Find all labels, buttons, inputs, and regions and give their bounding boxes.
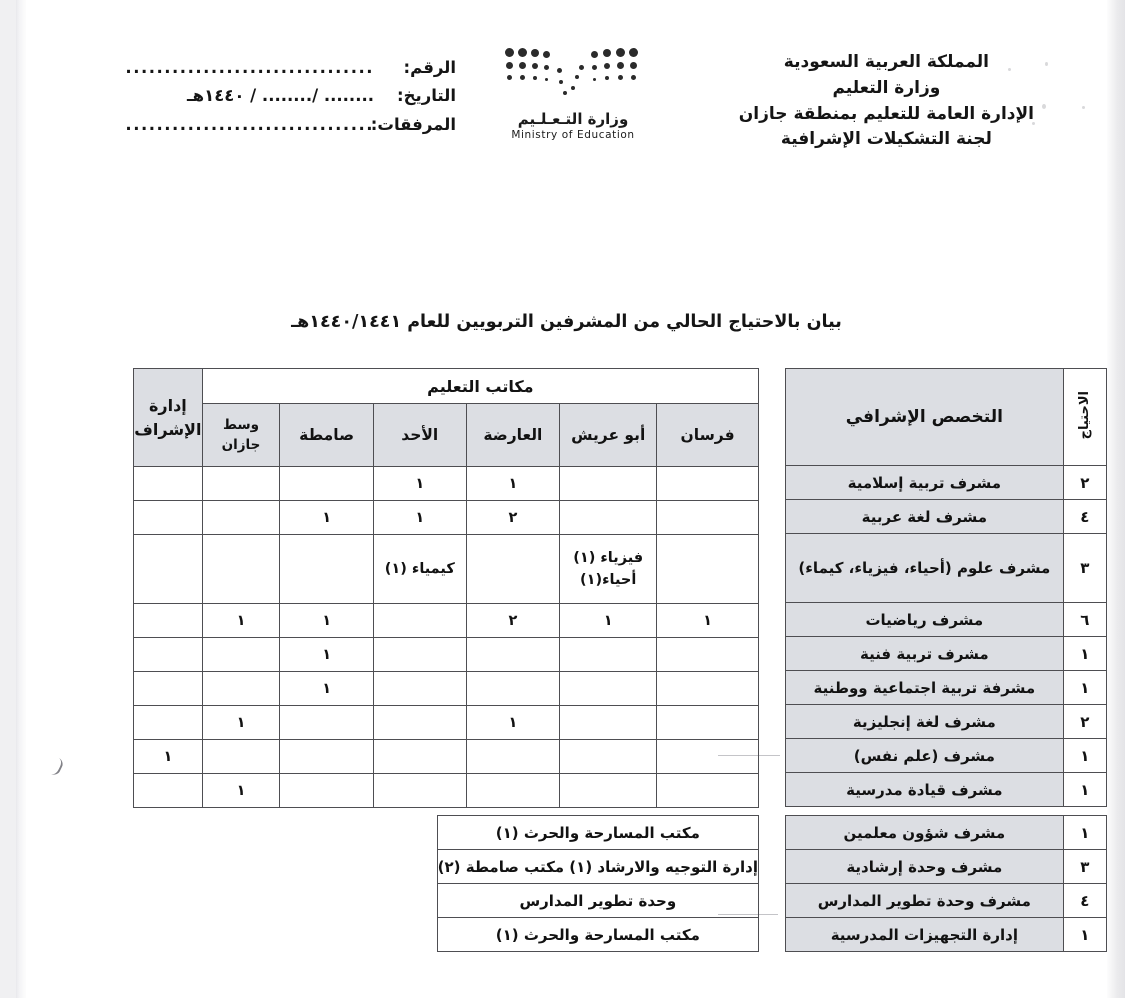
page-edge-right-shadow (1107, 0, 1125, 998)
table-row (786, 603, 1107, 637)
bottom-specialties-table (785, 815, 1107, 952)
offices-header-row (134, 404, 759, 467)
general-administration: الإدارة العامة للتعليم بمنطقة جازان (738, 103, 1034, 124)
bottom-need-count-row-3: ٤ (1063, 884, 1106, 918)
need-count-row-7: ٢ (1063, 705, 1106, 739)
specialties-table (785, 368, 1107, 807)
cell-farasan-row-3 (657, 535, 759, 604)
page-title: بيان بالاحتياج الحالي من المشرفين التربويين للعام ١٤٤٠/١٤٤١هـ (291, 312, 842, 332)
table-row (786, 705, 1107, 739)
document-sheet (26, 0, 1107, 998)
cell-supervision-dept-row-3 (134, 535, 203, 604)
logo-english-text: Ministry of Education (511, 129, 635, 141)
country-name: المملكة العربية السعودية (783, 52, 989, 72)
bottom-need-count-row-1: ١ (1063, 816, 1106, 850)
cell-ahad-row-3: كيمياء (١) (374, 535, 467, 604)
cell-supervision-dept-row-7 (134, 706, 203, 740)
office-header-ahad: الأحد (374, 404, 467, 467)
organization-block (739, 50, 1034, 153)
cell-aridah-row-3 (466, 535, 560, 604)
cell-samtah-row-8 (280, 740, 374, 774)
cell-aridah-row-4: ٢ (466, 604, 560, 638)
cell-farasan-row-4: ١ (657, 604, 759, 638)
table-row (437, 850, 758, 884)
bottom-need-count-row-2: ٣ (1063, 850, 1106, 884)
table-row (134, 638, 759, 672)
cell-samtah-row-9 (280, 774, 374, 808)
logo-arabic-text: وزارة التـعـلـيم (517, 110, 629, 128)
specialty-name-row-3: مشرف علوم (أحياء، فيزياء، كيماء) (786, 534, 1064, 603)
need-count-row-2: ٤ (1063, 500, 1106, 534)
cell-ahad-row-7 (374, 706, 467, 740)
cell-aridah-row-2: ٢ (466, 501, 560, 535)
need-count-row-4: ٦ (1063, 603, 1106, 637)
cell-wasat-jazan-row-4: ١ (202, 604, 280, 638)
specialty-name-row-1: مشرف تربية إسلامية (786, 466, 1064, 500)
table-row (786, 500, 1107, 534)
office-header-wasat-jazan: وسط جازان (202, 404, 280, 467)
cell-wasat-jazan-row-3 (202, 535, 280, 604)
table-row (134, 774, 759, 808)
table-row (134, 672, 759, 706)
cell-supervision-dept-row-8: ١ (134, 740, 203, 774)
field-attachments-value: ................................ (125, 114, 374, 134)
cell-ahad-row-8 (374, 740, 467, 774)
cell-samtah-row-7 (280, 706, 374, 740)
need-count-row-8: ١ (1063, 739, 1106, 773)
document-meta-fields (125, 54, 456, 139)
cell-farasan-row-6 (657, 672, 759, 706)
specialties-table-grid (785, 368, 1107, 807)
table-row (134, 604, 759, 638)
bottom-specialty-name-row-2: مشرف وحدة إرشادية (786, 850, 1064, 884)
field-attachments-label: المرفقات: (370, 114, 456, 134)
need-count-row-9: ١ (1063, 773, 1106, 807)
cell-samtah-row-2: ١ (280, 501, 374, 535)
table-row (437, 816, 758, 850)
offices-group-header: مكاتب التعليم (202, 369, 758, 404)
table-row (786, 534, 1107, 603)
table-row (786, 671, 1107, 705)
table-row (134, 535, 759, 604)
cell-ahad-row-5 (374, 638, 467, 672)
specialty-name-row-8: مشرف (علم نفس) (786, 739, 1064, 773)
cell-abu-arish-row-4: ١ (560, 604, 657, 638)
table-row (786, 816, 1107, 850)
field-date-label: التاريخ: (397, 86, 456, 106)
office-header-aridah: العارضة (466, 404, 560, 467)
cell-farasan-row-5 (657, 638, 759, 672)
table-row (134, 740, 759, 774)
cell-supervision-dept-row-6 (134, 672, 203, 706)
supervision-dept-header: إدارة الإشراف (134, 369, 203, 467)
document-header (26, 42, 1107, 172)
cell-ahad-row-6 (374, 672, 467, 706)
cell-farasan-row-8 (657, 740, 759, 774)
offices-table-grid (133, 368, 759, 808)
ministry-name: وزارة التعليم (832, 77, 941, 98)
cell-supervision-dept-row-9 (134, 774, 203, 808)
cell-wasat-jazan-row-6 (202, 672, 280, 706)
notes-table-grid (437, 815, 759, 952)
cell-aridah-row-9 (466, 774, 560, 808)
cell-abu-arish-row-3: فيزياء (١) أحياء(١) (560, 535, 657, 604)
notes-table-body (437, 816, 758, 952)
specialties-header-row (786, 369, 1107, 466)
cell-aridah-row-8 (466, 740, 560, 774)
cell-ahad-row-9 (374, 774, 467, 808)
specialty-name-row-7: مشرف لغة إنجليزية (786, 705, 1064, 739)
cell-abu-arish-row-2 (560, 501, 657, 535)
cell-abu-arish-row-8 (560, 740, 657, 774)
cell-ahad-row-1: ١ (374, 467, 467, 501)
cell-wasat-jazan-row-8 (202, 740, 280, 774)
note-row-4: مكتب المسارحة والحرث (١) (437, 918, 758, 952)
specialty-name-row-9: مشرف قيادة مدرسية (786, 773, 1064, 807)
cell-farasan-row-7 (657, 706, 759, 740)
page-edge-left-outer (0, 0, 17, 998)
cell-aridah-row-5 (466, 638, 560, 672)
need-count-row-5: ١ (1063, 637, 1106, 671)
cell-supervision-dept-row-1 (134, 467, 203, 501)
cell-supervision-dept-row-5 (134, 638, 203, 672)
table-row (134, 467, 759, 501)
office-header-samtah: صامطة (280, 404, 374, 467)
specialties-table-body (786, 466, 1107, 807)
cell-samtah-row-5: ١ (280, 638, 374, 672)
bottom-need-count-row-4: ١ (1063, 918, 1106, 952)
bottom-specialty-name-row-3: مشرف وحدة تطوير المدارس (786, 884, 1064, 918)
field-date (176, 82, 456, 110)
cell-abu-arish-row-6 (560, 672, 657, 706)
cell-wasat-jazan-row-2 (202, 501, 280, 535)
cell-farasan-row-1 (657, 467, 759, 501)
committee-name: لجنة التشكيلات الإشرافية (780, 129, 992, 150)
cell-farasan-row-2 (657, 501, 759, 535)
cell-samtah-row-6: ١ (280, 672, 374, 706)
field-number-label: الرقم: (403, 58, 456, 77)
table-row (786, 850, 1107, 884)
table-row (786, 637, 1107, 671)
field-attachments (125, 111, 456, 139)
specialty-name-row-6: مشرفة تربية اجتماعية ووطنية (786, 671, 1064, 705)
cell-samtah-row-3 (280, 535, 374, 604)
note-row-1: مكتب المسارحة والحرث (١) (437, 816, 758, 850)
specialty-name-row-4: مشرف رياضيات (786, 603, 1064, 637)
note-row-2: إدارة التوجيه والارشاد (١) مكتب صامطة (٢) (437, 850, 758, 884)
specialty-name-row-5: مشرف تربية فنية (786, 637, 1064, 671)
cell-ahad-row-2: ١ (374, 501, 467, 535)
cell-aridah-row-6 (466, 672, 560, 706)
note-row-3: وحدة تطوير المدارس (437, 884, 758, 918)
bottom-specialty-name-row-4: إدارة التجهيزات المدرسية (786, 918, 1064, 952)
offices-table-body (134, 467, 759, 808)
cell-wasat-jazan-row-5 (202, 638, 280, 672)
table-row (786, 884, 1107, 918)
cell-abu-arish-row-5 (560, 638, 657, 672)
page-edge-left-shadow (16, 0, 26, 998)
offices-group-header-row (134, 369, 759, 404)
cell-wasat-jazan-row-1 (202, 467, 280, 501)
table-row (134, 501, 759, 535)
cell-aridah-row-1: ١ (466, 467, 560, 501)
bottom-specialty-name-row-1: مشرف شؤون معلمين (786, 816, 1064, 850)
notes-table (133, 815, 759, 952)
specialty-header: التخصص الإشرافي (786, 369, 1064, 466)
field-number-value: ................................ (125, 58, 374, 77)
cell-abu-arish-row-1 (560, 467, 657, 501)
bottom-specialties-grid (785, 815, 1107, 952)
cell-supervision-dept-row-4 (134, 604, 203, 638)
need-count-row-3: ٣ (1063, 534, 1106, 603)
field-number (125, 54, 456, 82)
cell-aridah-row-7: ١ (466, 706, 560, 740)
table-row (134, 706, 759, 740)
table-row (786, 773, 1107, 807)
specialty-name-row-2: مشرف لغة عربية (786, 500, 1064, 534)
table-row (786, 739, 1107, 773)
table-row (786, 918, 1107, 952)
need-header: الاحتياج (1063, 369, 1106, 466)
office-header-farasan: فرسان (657, 404, 759, 467)
logo-dot-pattern-icon (503, 46, 643, 108)
cell-ahad-row-4 (374, 604, 467, 638)
ministry-logo (488, 46, 658, 141)
field-date-value: ........ /........ / ١٤٤٠هـ (187, 86, 374, 106)
cell-wasat-jazan-row-9: ١ (202, 774, 280, 808)
table-row (786, 466, 1107, 500)
table-row (437, 884, 758, 918)
cell-abu-arish-row-9 (560, 774, 657, 808)
offices-table (133, 368, 759, 808)
cell-abu-arish-row-7 (560, 706, 657, 740)
bottom-specialties-body (786, 816, 1107, 952)
need-count-row-6: ١ (1063, 671, 1106, 705)
table-row (437, 918, 758, 952)
cell-samtah-row-4: ١ (280, 604, 374, 638)
cell-supervision-dept-row-2 (134, 501, 203, 535)
cell-samtah-row-1 (280, 467, 374, 501)
cell-wasat-jazan-row-7: ١ (202, 706, 280, 740)
office-header-abu-arish: أبو عريش (560, 404, 657, 467)
need-count-row-1: ٢ (1063, 466, 1106, 500)
cell-farasan-row-9 (657, 774, 759, 808)
